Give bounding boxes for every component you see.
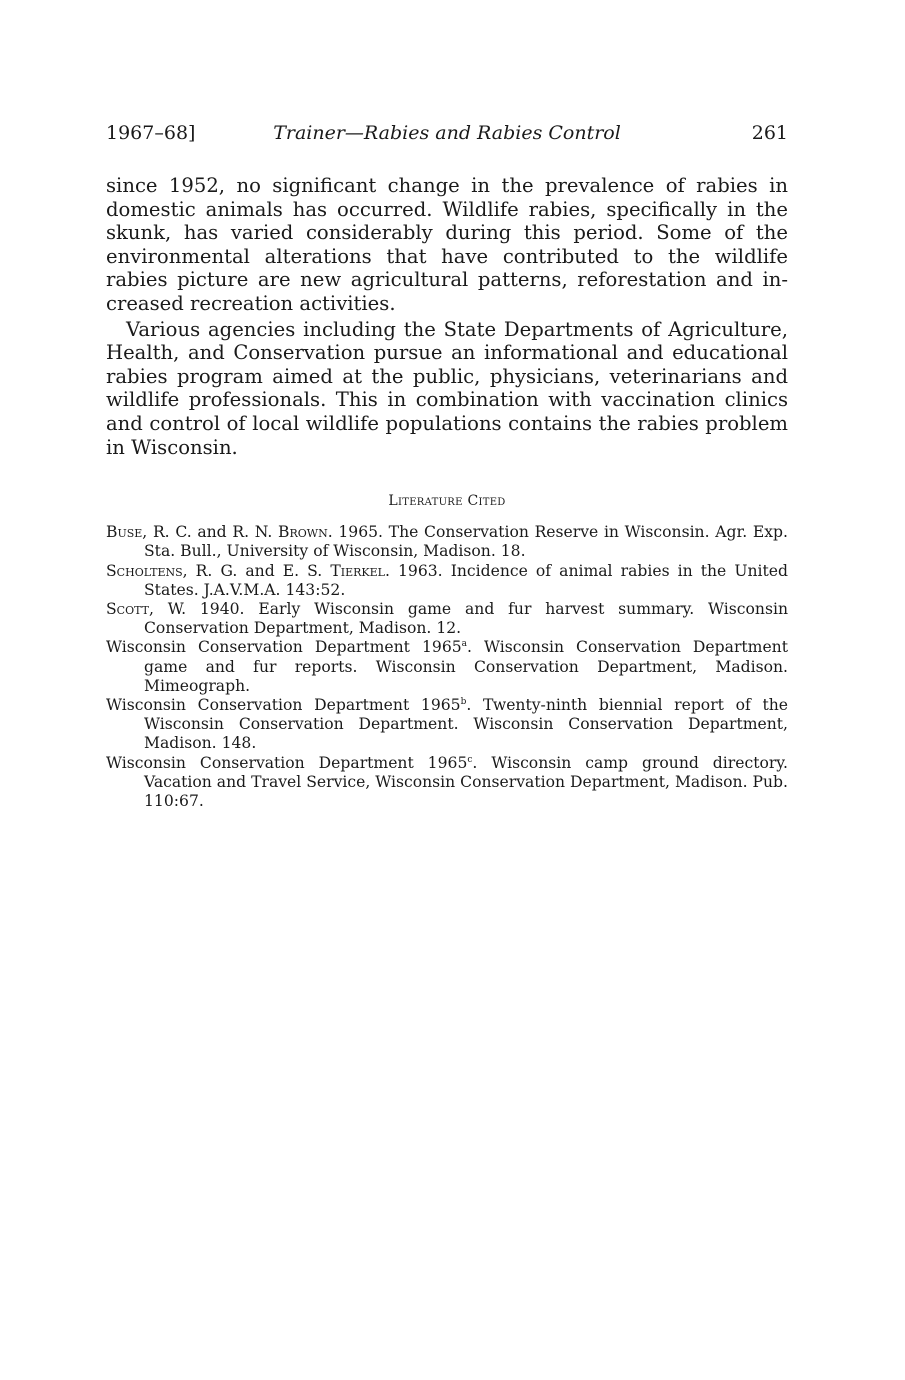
superscript: c bbox=[467, 754, 473, 765]
reference-item: Buse, R. C. and R. N. Brown. 1965. The Conservation Reserve in Wisconsin. Agr. Exp. Sta. Bull., University of Wisconsin, Madison. 18. bbox=[106, 523, 788, 561]
reference-item: Wisconsin Conservation Department 1965$^a$. Wisconsin Conservation Department game and fur reports. Wisconsin Conservation Department, Madison. Mimeograph. bbox=[106, 638, 788, 695]
page-number: 261 bbox=[751, 122, 788, 144]
reference-list bbox=[106, 523, 788, 811]
paragraph: since 1952, no significant change in the prevalence of rabies in domestic animals has occurred. Wildlife rabies, specifically in the skunk, has varied considerably during this period. Some of the environmental alterations that have contributed to the wildlife rabies picture are new agricultural patterns, reforestation and increased recreation activities. bbox=[106, 174, 788, 315]
reference-item: Scott, W. 1940. Early Wisconsin game and fur harvest summary. Wisconsin Conservation Department, Madison. 12. bbox=[106, 599, 788, 638]
superscript: a bbox=[461, 639, 468, 650]
author-name: Scholtens bbox=[106, 561, 183, 580]
body-text bbox=[106, 174, 788, 459]
reference-item: Wisconsin Conservation Department 1965$^b$. Twenty-ninth biennial report of the Wisconsin Conservation Department. Wisconsin Conservation Department, Madison. 148. bbox=[106, 695, 788, 753]
author-name: Tierkel bbox=[330, 561, 385, 580]
volume-years: 1967–68] bbox=[106, 122, 196, 144]
reference-item: Scholtens, R. G. and E. S. Tierkel. 1963. Incidence of animal rabies in the United States. J.A.V.M.A. 143:52. bbox=[106, 561, 788, 599]
running-title: Trainer—Rabies and Rabies Control bbox=[273, 122, 621, 144]
superscript: b bbox=[460, 696, 467, 707]
literature-cited-heading: Literature Cited bbox=[388, 493, 506, 510]
running-head bbox=[106, 116, 788, 150]
page bbox=[106, 116, 788, 811]
author-name: Buse bbox=[106, 523, 143, 542]
paragraph: Various agencies including the State Departments of Agriculture, Health, and Conservation pursue an informational and educational rabies program aimed at the public, physicians, veterinarians and wildlife professionals. This in combination with vaccination clinics and control of local wildlife populations contains the rabies problem in Wisconsin. bbox=[106, 317, 788, 459]
reference-item: Wisconsin Conservation Department 1965$^c$. Wisconsin camp ground directory. Vacation and Travel Service, Wisconsin Conservation Department, Madison. Pub. 110:67. bbox=[106, 753, 789, 810]
author-name: Brown bbox=[278, 523, 328, 542]
author-name: Scott bbox=[106, 599, 149, 618]
